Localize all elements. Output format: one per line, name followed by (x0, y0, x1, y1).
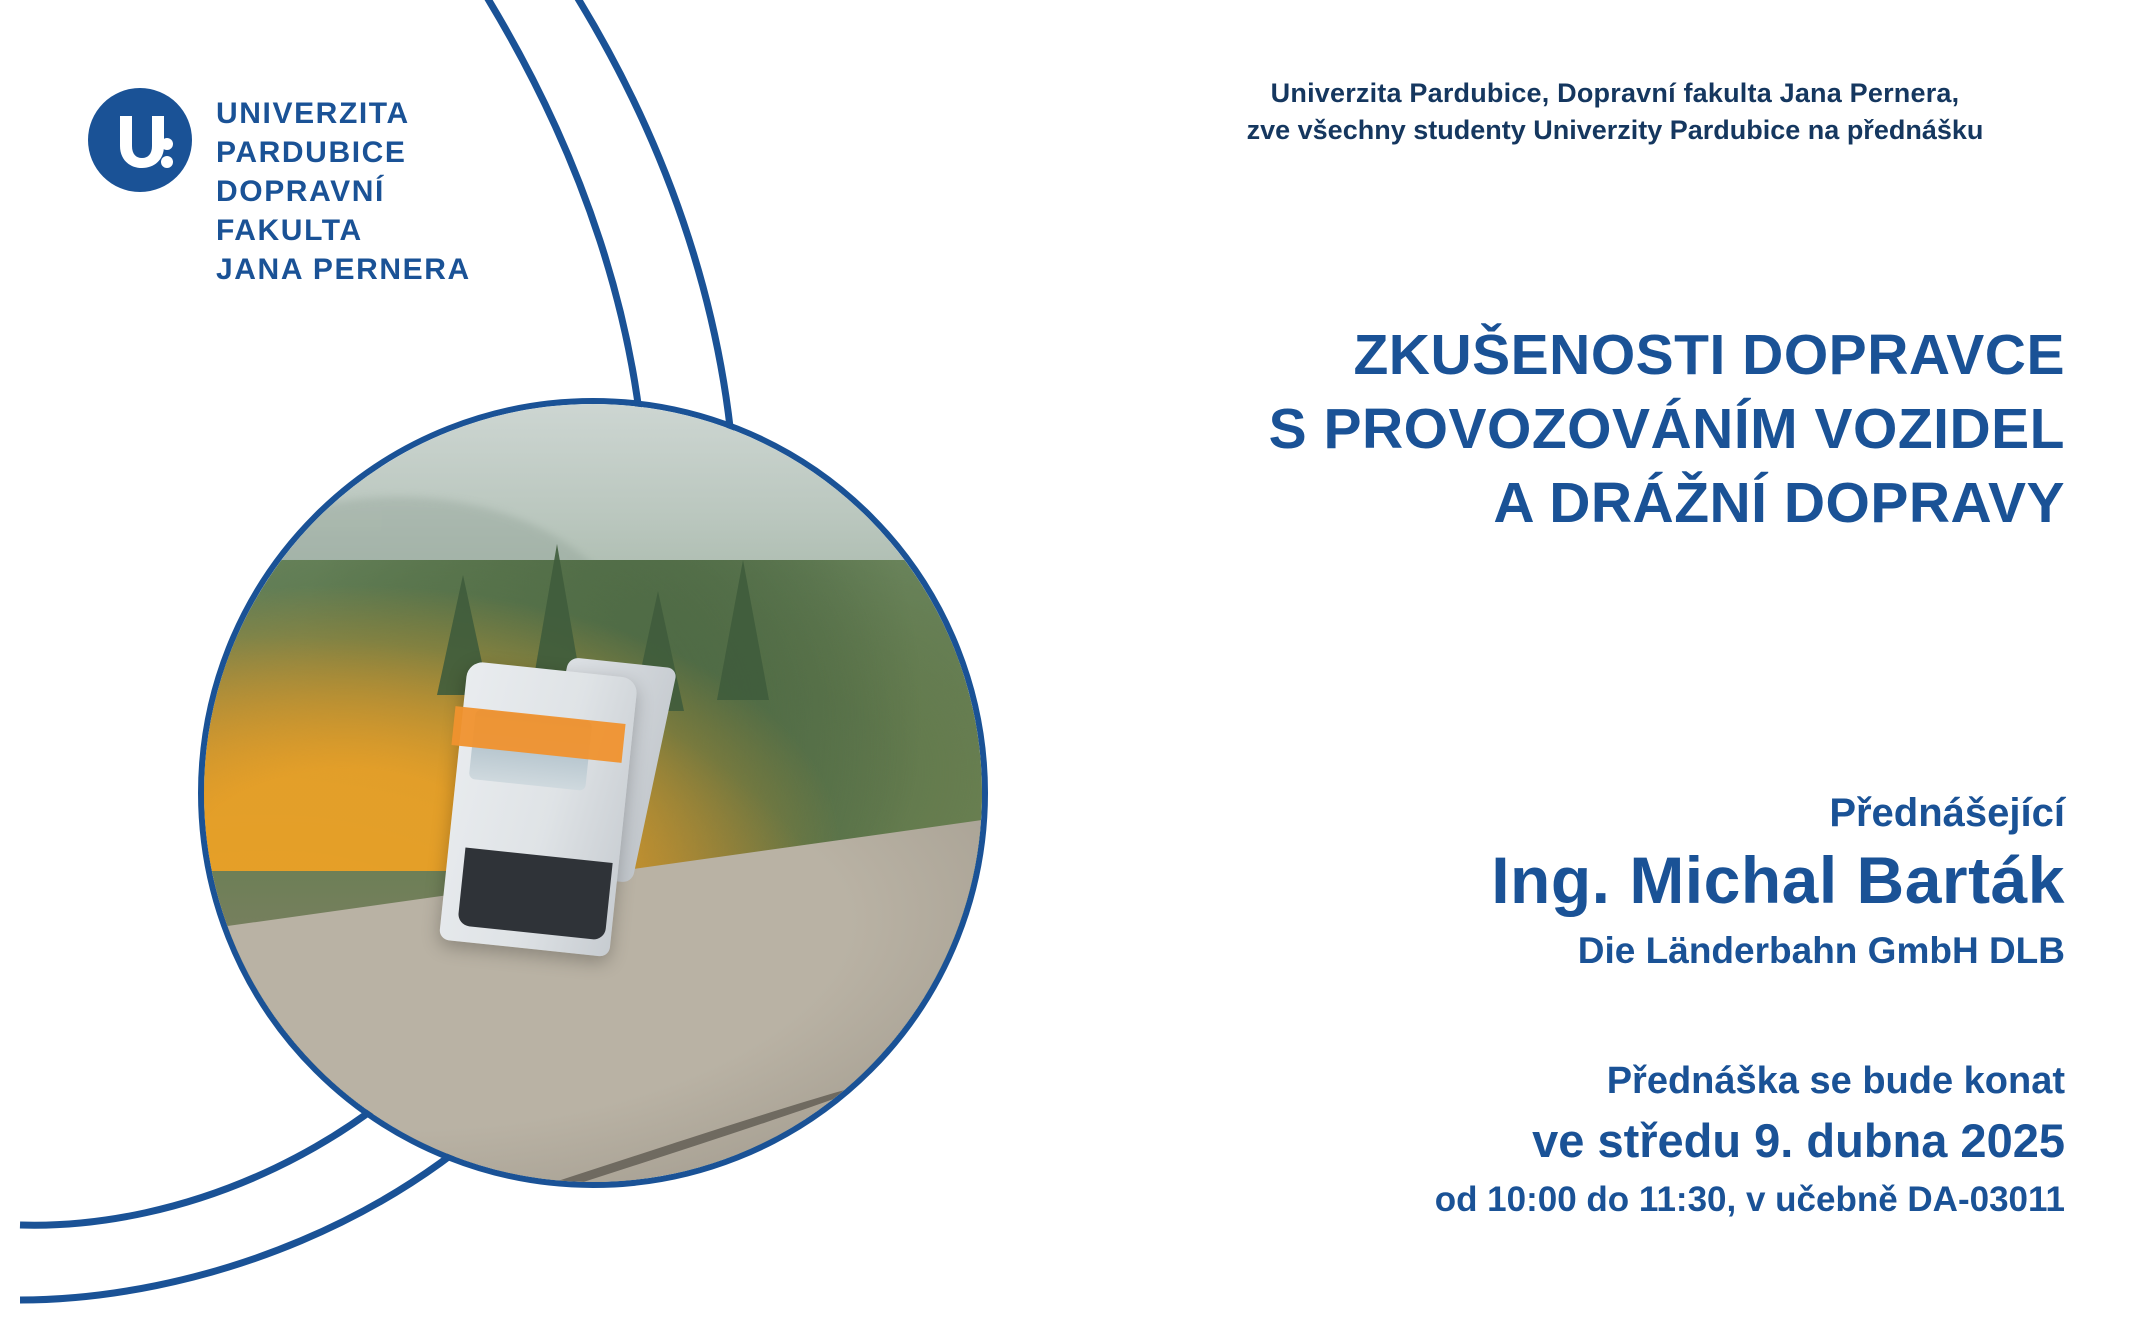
train-photo (198, 398, 988, 1188)
logo-line-3: DOPRAVNÍ (216, 175, 385, 208)
event-time-room: od 10:00 do 11:30, v učebně DA-03011 (1434, 1180, 2065, 1220)
university-logo (88, 88, 471, 289)
logo-wordmark (216, 88, 471, 289)
event-line-1: Přednáška se bude konat (1606, 1060, 2065, 1102)
logo-line-2: PARDUBICE (216, 136, 407, 169)
speaker-name: Ing. Michal Barták (1491, 843, 2065, 917)
photo-tree (717, 560, 769, 700)
lecture-title (1065, 318, 2065, 540)
lecture-title-line-1: ZKUŠENOSTI DOPRAVCE (1353, 323, 2065, 387)
speaker-company: Die Länderbahn GmbH DLB (1577, 929, 2065, 971)
invitation-line-2: zve všechny studenty Univerzity Pardubice na přednášku (1246, 115, 1984, 145)
speaker-block (1065, 790, 2065, 972)
invitation-line-1: Univerzita Pardubice, Dopravní fakulta Jana Pernera, (1270, 78, 1960, 108)
invitation-intro (1165, 78, 2065, 146)
logo-line-4: FAKULTA (216, 214, 363, 247)
photo-train-front (457, 848, 612, 941)
lecture-title-line-2: S PROVOZOVÁNÍM VOZIDEL (1268, 397, 2065, 462)
lecture-title-line-3: A DRÁŽNÍ DOPRAVY (1493, 471, 2065, 536)
event-date: ve středu 9. dubna 2025 (1532, 1113, 2065, 1167)
logo-line-5: JANA PERNERA (216, 253, 471, 286)
university-u-icon (88, 88, 192, 192)
logo-line-1: UNIVERZITA (216, 97, 410, 130)
train-photo-inner (204, 404, 982, 1182)
event-details (1065, 1058, 2065, 1222)
speaker-label: Přednášející (1829, 791, 2065, 835)
